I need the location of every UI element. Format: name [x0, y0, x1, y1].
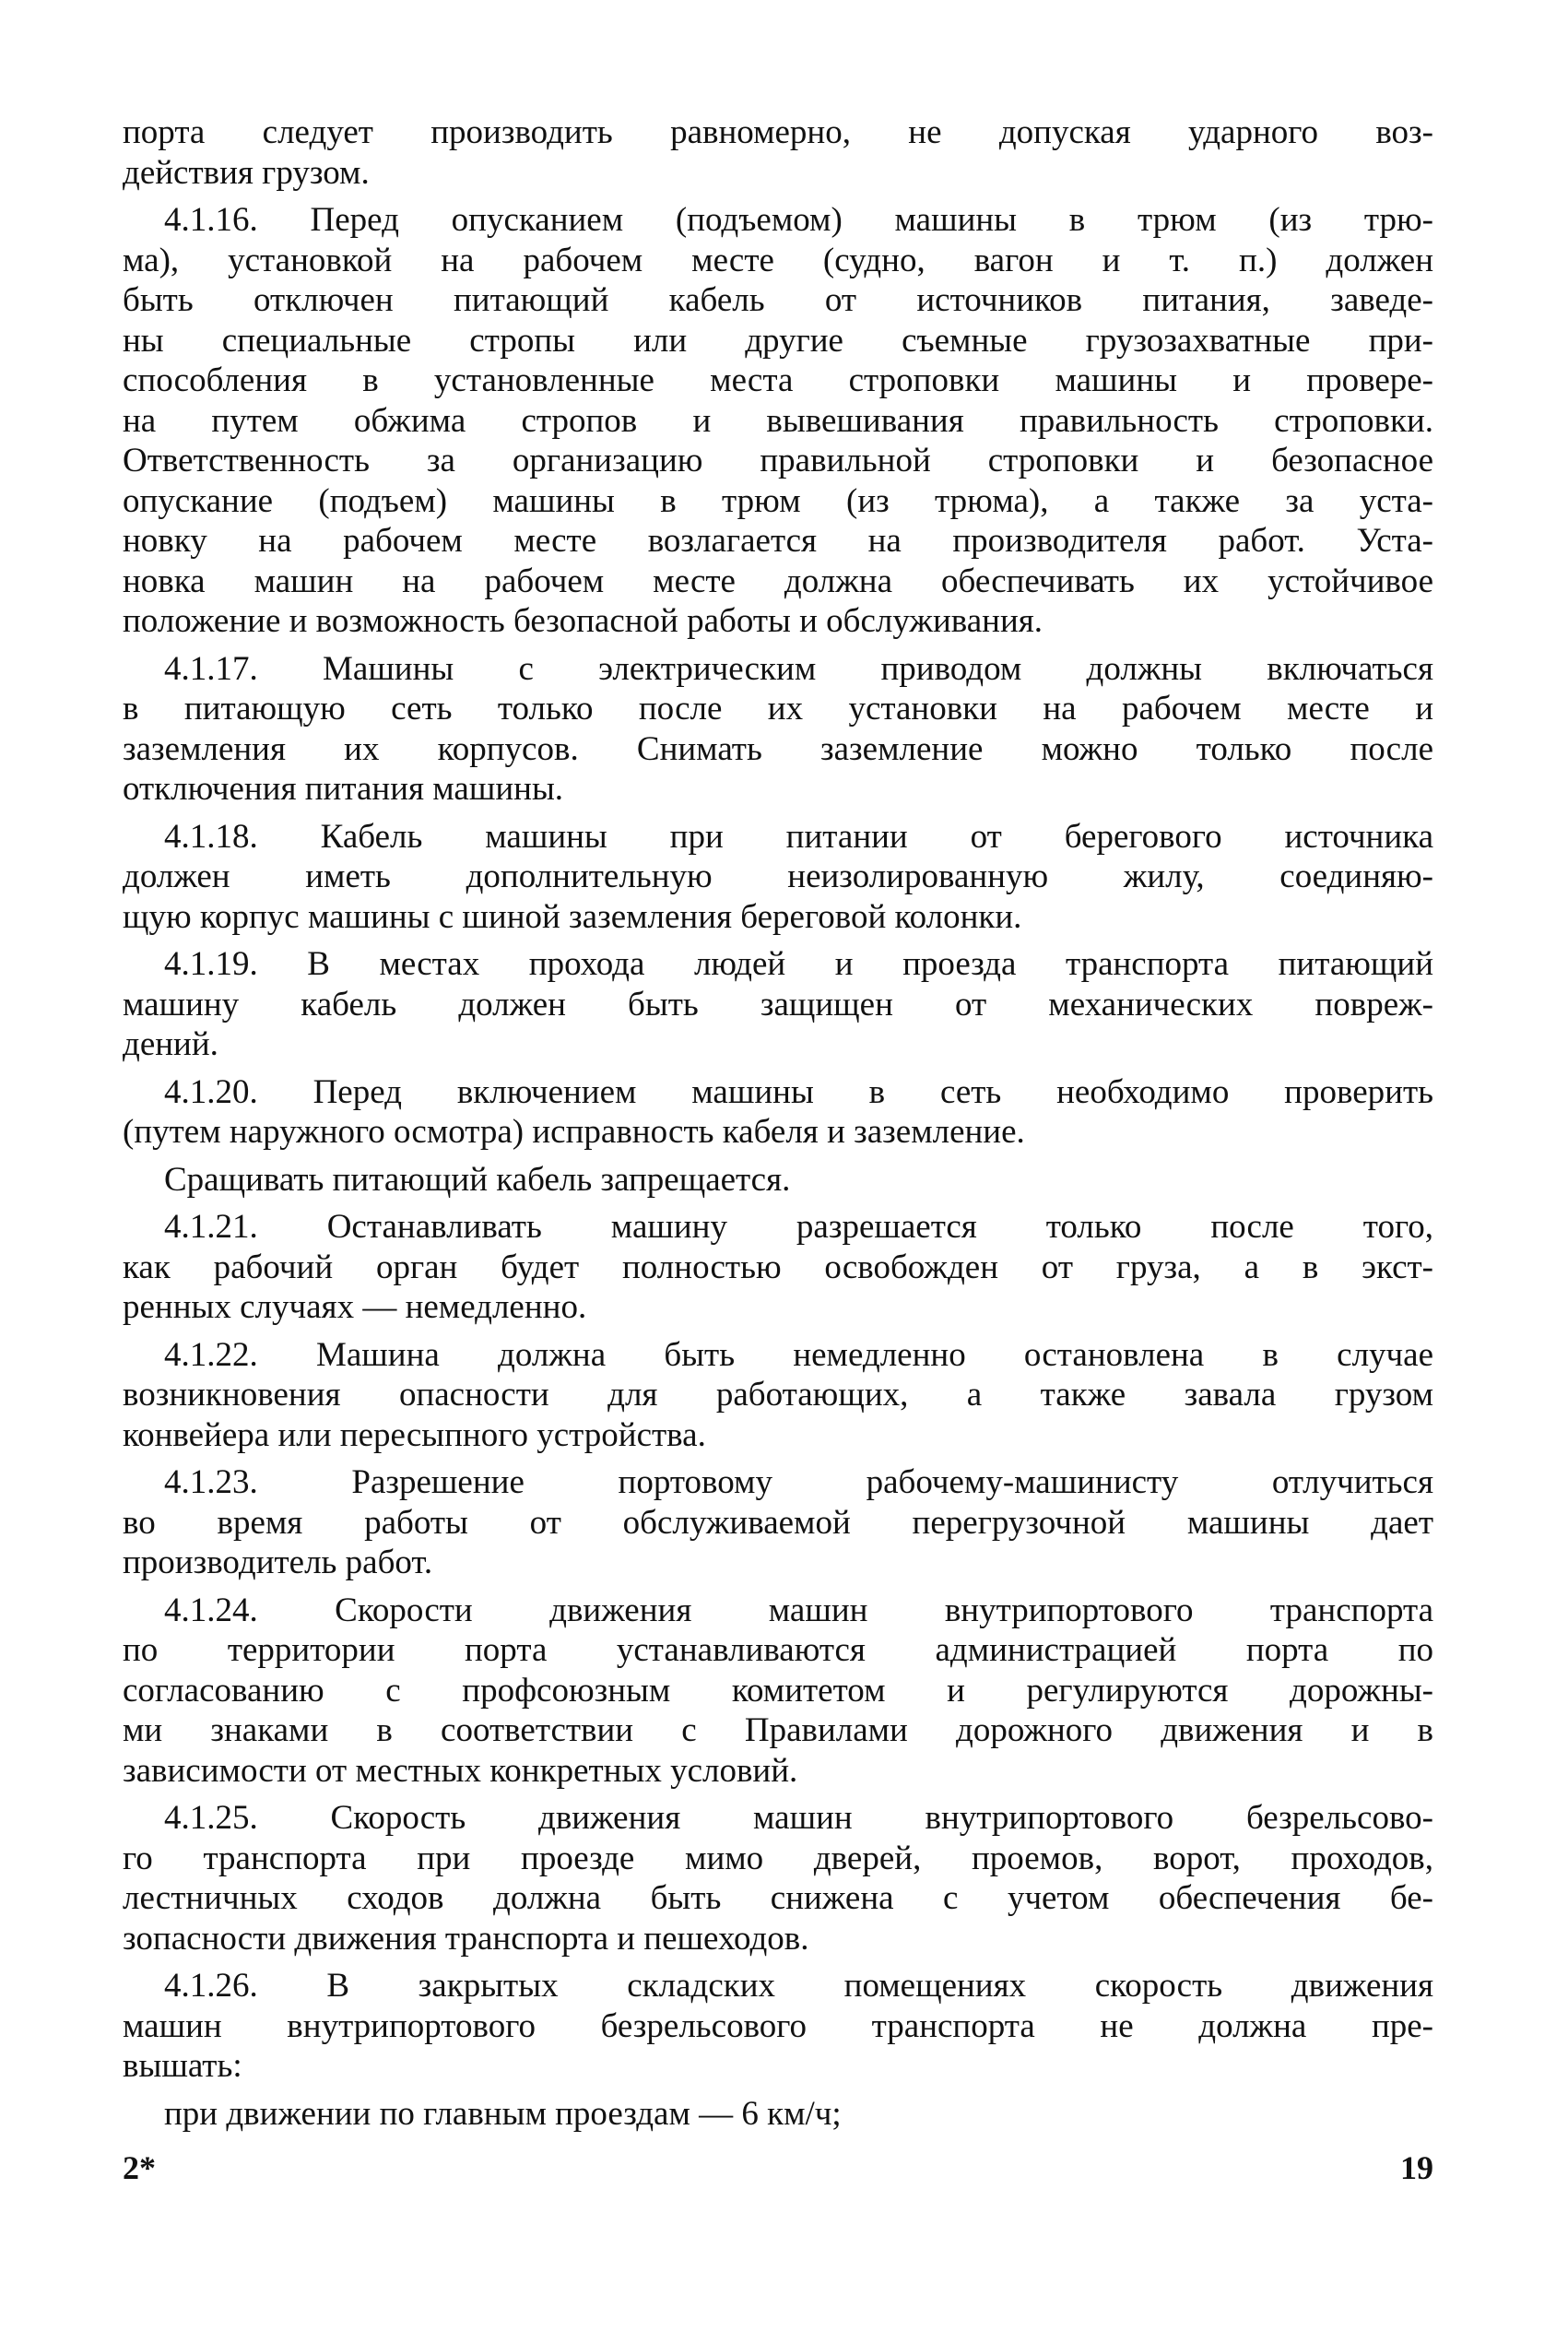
paragraph: [123, 817, 1433, 938]
text-line: (путем наружного осмотра) исправность кабеля и заземление.: [123, 1113, 1025, 1151]
text-line: машин внутрипортового безрельсового транспорта не должна пре-: [123, 2006, 1433, 2045]
text-line: 4.1.18. Кабель машины при питании от берегового источника: [164, 817, 1433, 856]
text-line: конвейера или пересыпного устройства.: [123, 1415, 706, 1454]
text-line: в питающую сеть только после их установки на рабочем месте и: [123, 690, 1433, 728]
text-line: 4.1.17. Машины с электрическим приводом должны включаться: [164, 649, 1433, 688]
text-line: зависимости от местных конкретных условий.: [123, 1751, 798, 1790]
text-line: 4.1.22. Машина должна быть немедленно остановлена в случае: [164, 1335, 1433, 1374]
signature-mark: 2*: [123, 2149, 156, 2186]
text-line: на путем обжима стропов и вывешивания правильность строповки.: [123, 401, 1433, 440]
text-line: щую корпус машины с шиной заземления береговой колонки.: [123, 897, 1022, 936]
text-line: во время работы от обслуживаемой перегрузочной машины дает: [123, 1503, 1433, 1542]
paragraph: [123, 200, 1433, 642]
paragraph: [123, 112, 1433, 193]
text-line: согласованию с профсоюзным комитетом и регулируются дорожны-: [123, 1671, 1433, 1710]
text-line: порта следует производить равномерно, не допуская ударного воз-: [123, 113, 1433, 151]
text-line: Ответственность за организацию правильной строповки и безопасное: [123, 442, 1433, 479]
text-line: действия грузом.: [123, 153, 370, 192]
text-line: по территории порта устанавливаются администрацией порта по: [123, 1631, 1433, 1669]
paragraph: [123, 1335, 1433, 1456]
text-line: 4.1.26. В закрытых складских помещениях скорость движения: [164, 1967, 1433, 2005]
text-line: как рабочий орган будет полностью освобожден от груза, а в экст-: [123, 1248, 1433, 1286]
text-line: вышать:: [123, 2047, 242, 2085]
text-line: 4.1.19. В местах прохода людей и проезда транспорта питающий: [164, 945, 1433, 983]
page-number: 19: [1400, 2149, 1433, 2186]
paragraph: [123, 1462, 1433, 1583]
text-line: новка машин на рабочем месте должна обеспечивать их устойчивое: [123, 562, 1433, 600]
text-line: 4.1.23. Разрешение портовому рабочему-машинисту отлучиться: [164, 1463, 1433, 1501]
text-line: ны специальные стропы или другие съемные грузозахватные при-: [123, 321, 1433, 360]
text-line: возникновения опасности для работающих, а также завала грузом: [123, 1376, 1433, 1414]
text-line: быть отключен питающий кабель от источников питания, заведе-: [123, 281, 1433, 319]
text-line: при движении по главным проездам — 6 км/ч;: [164, 2094, 842, 2133]
text-line: новку на рабочем месте возлагается на производителя работ. Уста-: [123, 522, 1433, 560]
text-line: Сращивать питающий кабель запрещается.: [164, 1160, 791, 1199]
paragraph: [123, 2094, 1433, 2135]
text-line: способления в установленные места строповки машины и провере-: [123, 361, 1433, 399]
paragraph: [123, 1966, 1433, 2087]
text-line: производитель работ.: [123, 1544, 433, 1581]
text-line: машину кабель должен быть защищен от механических повреж-: [123, 985, 1433, 1024]
paragraph: [123, 944, 1433, 1065]
text-line: заземления их корпусов. Снимать заземление можно только после: [123, 729, 1433, 768]
paragraph: [123, 1160, 1433, 1201]
text-line: должен иметь дополнительную неизолированную жилу, соединяю-: [123, 858, 1433, 895]
text-line: 4.1.16. Перед опусканием (подъемом) машины в трюм (из трю-: [164, 201, 1433, 239]
text-line: 4.1.21. Останавливать машину разрешается только после того,: [164, 1208, 1433, 1246]
text-line: зопасности движения транспорта и пешеходов.: [123, 1919, 809, 1958]
text-line: лестничных сходов должна быть снижена с учетом обеспечения бе-: [123, 1879, 1433, 1917]
text-line: 4.1.24. Скорости движения машин внутрипортового транспорта: [164, 1591, 1433, 1629]
text-line: опускание (подъем) машины в трюм (из трюма), а также за уста-: [123, 481, 1433, 520]
text-line: ми знаками в соответствии с Правилами дорожного движения и в: [123, 1711, 1433, 1749]
text-line: 4.1.25. Скорость движения машин внутрипортового безрельсово-: [164, 1799, 1433, 1837]
text-line: отключения питания машины.: [123, 770, 564, 808]
text-line: го транспорта при проезде мимо дверей, проемов, ворот, проходов,: [123, 1839, 1433, 1877]
text-line: 4.1.20. Перед включением машины в сеть необходимо проверить: [164, 1072, 1433, 1111]
paragraph: [123, 1798, 1433, 1958]
text-line: ренных случаях — немедленно.: [123, 1288, 587, 1326]
paragraph: [123, 1591, 1433, 1792]
text-line: ма), установкой на рабочем месте (судно, вагон и т. п.) должен: [123, 241, 1433, 279]
text-line: положение и возможность безопасной работы и обслуживания.: [123, 602, 1043, 640]
document-body: [123, 112, 1433, 2141]
text-line: дений.: [123, 1025, 218, 1063]
paragraph: [123, 1207, 1433, 1328]
paragraph: [123, 649, 1433, 810]
paragraph: [123, 1072, 1433, 1153]
